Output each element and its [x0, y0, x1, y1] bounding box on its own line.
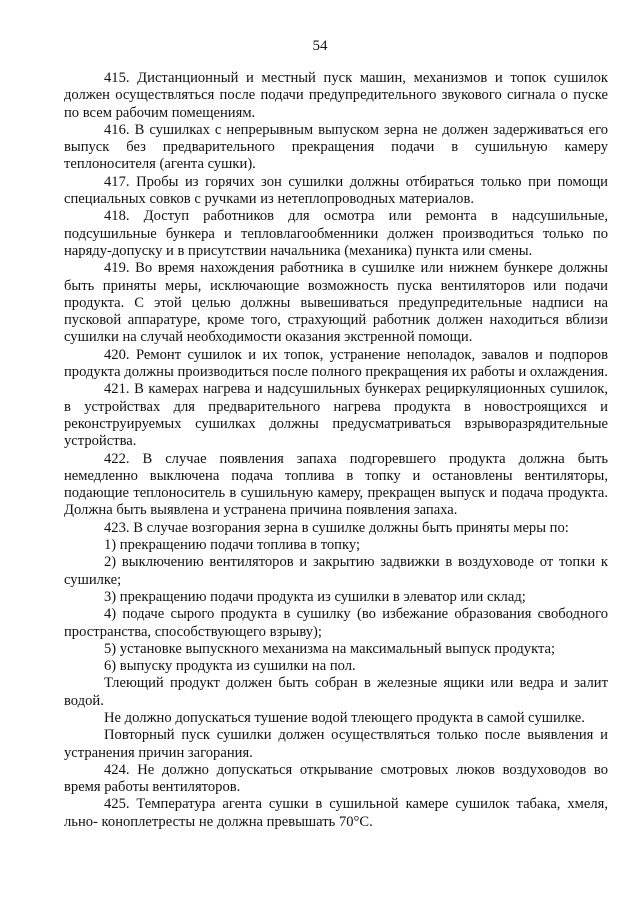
paragraph-no-water: Не должно допускаться тушение водой тлеющего продукта в самой сушилке. — [104, 709, 585, 726]
paragraph-423: 423. В случае возгорания зерна в сушилке должны быть приняты меры по: — [104, 519, 569, 536]
paragraph-restart: Повторный пуск сушилки должен осуществляться только после выявления и устранения причин загорания. — [64, 727, 608, 761]
paragraph-421: 421. В камерах нагрева и надсушильных бункерах рециркуляционных сушилок, в устройствах для предварительного нагрева продукта в новостроящихся и реконструируемых сушилках должны предусматриваться взрыворазрядительные устройства. — [64, 381, 608, 450]
list-item-3: 3) прекращению подачи продукта из сушилки в элеватор или склад; — [104, 588, 526, 605]
list-item-5: 5) установке выпускного механизма на максимальный выпуск продукта; — [104, 640, 556, 657]
paragraph-425: 425. Температура агента сушки в сушильной камере сушилок табака, хмеля, льно- коноплетресты не должна превышать 70°C. — [64, 796, 608, 830]
list-item-6: 6) выпуску продукта из сушилки на пол. — [104, 658, 356, 675]
paragraph-416: 416. В сушилках с непрерывным выпуском зерна не должен задерживаться его выпуск без предварительного прекращения подачи в сушильную камеру теплоносителя (агента сушки). — [64, 121, 608, 173]
paragraph-417: 417. Пробы из горячих зон сушилки должны отбираться только при помощи специальных совков с ручками из нетеплопроводных материалов. — [64, 173, 608, 208]
paragraph-422: 422. В случае появления запаха подгоревшего продукта должна быть немедленно выключена подача топлива в топку и остановлены вентиляторы, подающие теплоноситель в сушильную камеру, прекращен выпуск и подача продукта. Должна быть выявлена и устранена причина появления запаха. — [64, 450, 608, 519]
document-body — [64, 70, 608, 831]
page-number: 54 — [312, 38, 328, 54]
list-item-1: 1) прекращению подачи топлива в топку; — [104, 537, 361, 554]
paragraph-420: 420. Ремонт сушилок и их топок, устранение неполадок, завалов и подпоров продукта должны производиться после полного прекращения их работы и охлаждения. — [64, 346, 608, 381]
paragraph-419: 419. Во время нахождения работника в сушилке или нижнем бункере должны быть приняты меры, исключающие возможность пуска вентиляторов или подачи продукта. С этой целью должны вывешиваться предупредительные надписи на пусковой аппаратуре, кроме того, страхующий работник должен находиться вблизи сушилки на случай необходимости оказания экстренной помощи. — [64, 260, 608, 346]
paragraph-smoldering: Тлеющий продукт должен быть собран в железные ящики или ведра и залит водой. — [64, 675, 608, 709]
list-item-2: 2) выключению вентиляторов и закрытию задвижки в воздуховоде от топки к сушилке; — [64, 554, 608, 588]
paragraph-418: 418. Доступ работников для осмотра или ремонта в надсушильные, подсушильные бункера и тепловлагообменники должен производиться только по наряду-допуску и в присутствии начальника (механика) пункта или смены. — [64, 208, 608, 259]
paragraph-424: 424. Не должно допускаться открывание смотровых люков воздуховодов во время работы вентиляторов. — [64, 761, 608, 796]
list-item-4: 4) подаче сырого продукта в сушилку (во избежание образования свободного пространства, способствующего взрыву); — [64, 606, 608, 640]
paragraph-415: 415. Дистанционный и местный пуск машин, механизмов и топок сушилок должен осуществляться после подачи предупредительного звукового сигнала о пуске по всем рабочим помещениям. — [64, 70, 608, 121]
